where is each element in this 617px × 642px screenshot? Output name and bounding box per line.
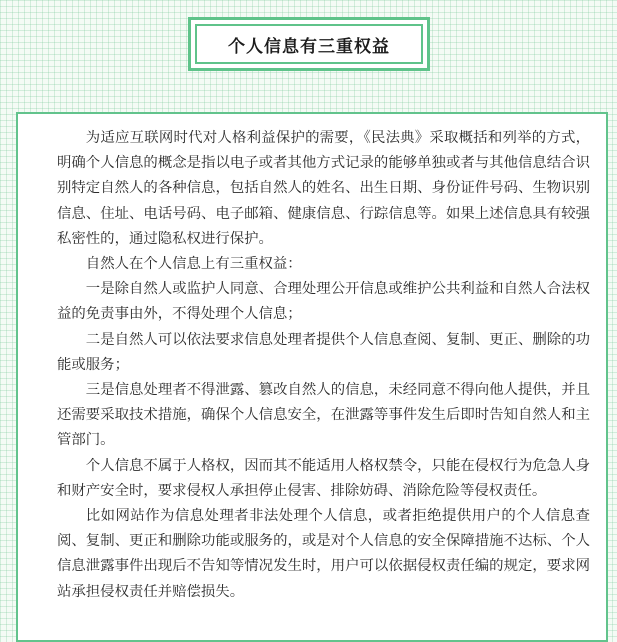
page-title: 个人信息有三重权益 (228, 36, 390, 57)
paragraph-right-one: 一是除自然人或监护人同意、合理处理公开信息或维护公共利益和自然人合法权益的免责事由外，不得处理个人信息； (57, 281, 590, 323)
article-body (16, 112, 608, 642)
paragraph-right-two: 二是自然人可以依法要求信息处理者提供个人信息查阅、复制、更正、删除的功能或服务； (57, 331, 590, 373)
paragraph-rights-heading: 自然人在个人信息上有三重权益： (85, 256, 302, 273)
paragraph-website-example: 比如网站作为信息处理者非法处理个人信息，或者拒绝提供用户的个人信息查阅、复制、更正和删除功能或服务的，或是对个人信息的安全保障措施不达标、个人信息泄露事件出现后不告知等情况发生时，用户可以依据侵权责任编的规定，要求网站承担侵权责任并赔偿损失。 (57, 508, 590, 600)
paragraph-not-personality-right: 个人信息不属于人格权，因而其不能适用人格权禁令，只能在侵权行为危急人身和财产安全时，要求侵权人承担停止侵害、排除妨碍、消除危险等侵权责任。 (57, 457, 590, 499)
paragraph-intro: 为适应互联网时代对人格利益保护的需要，《民法典》采取概括和列举的方式，明确个人信息的概念是指以电子或者其他方式记录的能够单独或者与其他信息结合识别特定自然人的各种信息，包括自然人的姓名、出生日期、身份证件号码、生物识别信息、住址、电话号码、电子邮箱、健康信息、行踪信息等。如果上述信息具有较强私密性的，通过隐私权进行保护。 (57, 130, 590, 247)
paragraph-right-three: 三是信息处理者不得泄露、篡改自然人的信息，未经同意不得向他人提供，并且还需要采取技术措施，确保个人信息安全，在泄露等事件发生后即时告知自然人和主管部门。 (57, 382, 590, 449)
title-frame (191, 20, 427, 68)
title-banner (188, 17, 430, 71)
